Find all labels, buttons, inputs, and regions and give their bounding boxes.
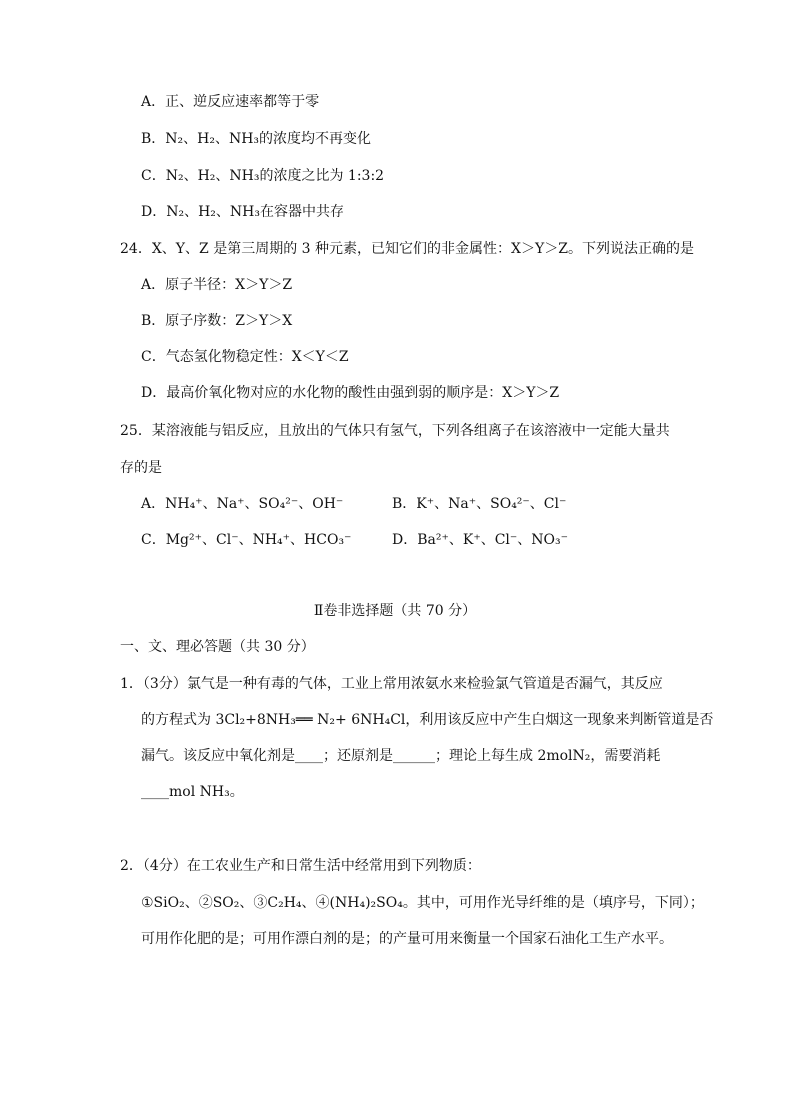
problem1-line3: 漏气。该反应中氧化剂是____；还原剂是______；理论上每生成 2molN₂，需要消耗 — [141, 748, 661, 764]
q24-option-c: C．气态氢化物稳定性：X＜Y＜Z — [141, 349, 349, 365]
q24-option-b: B．原子序数：Z＞Y＞X — [141, 313, 293, 329]
problem2-line3: 可用作化肥的是；可用作漂白剂的是；的产量可用来衡量一个国家石油化工生产水平。 — [141, 931, 673, 947]
q23-option-d: D．N₂、H₂、NH₃在容器中共存 — [141, 204, 344, 220]
problem1-line1: 1．（3分）氯气是一种有毒的气体，工业上常用浓氨水来检验氯气管道是否漏气，其反应 — [120, 676, 663, 692]
problem2-line1: 2．（4分）在工农业生产和日常生活中经常用到下列物质： — [120, 858, 481, 874]
q25-stem-line1: 25．某溶液能与铝反应，且放出的气体只有氢气，下列各组离子在该溶液中一定能大量共 — [120, 423, 670, 439]
problem2-line2: ①SiO₂、②SO₂、③C₂H₄、④(NH₄)₂SO₄。其中，可用作光导纤维的是（填序号，下同）； — [141, 895, 704, 911]
q23-option-a: A．正、逆反应速率都等于零 — [141, 94, 320, 110]
problem1-line4: ____mol NH₃。 — [141, 784, 244, 800]
q24-stem: 24．X、Y、Z 是第三周期的 3 种元素，已知它们的非金属性：X＞Y＞Z。下列说法正确的是 — [120, 241, 694, 257]
q25-option-a: A．NH₄⁺、Na⁺、SO₄²⁻、OH⁻ — [141, 496, 344, 512]
problem1-line2: 的方程式为 3Cl₂+8NH₃══ N₂+ 6NH₄Cl，利用该反应中产生白烟这一现象来判断管道是否 — [141, 712, 714, 728]
q25-option-c: C．Mg²⁺、Cl⁻、NH₄⁺、HCO₃⁻ — [141, 532, 352, 548]
q24-option-a: A．原子半径：X＞Y＞Z — [141, 277, 293, 293]
q25-option-d: D．Ba²⁺、K⁺、Cl⁻、NO₃⁻ — [392, 532, 569, 548]
q25-option-b: B．K⁺、Na⁺、SO₄²⁻、Cl⁻ — [392, 496, 567, 512]
q23-option-b: B．N₂、H₂、NH₃的浓度均不再变化 — [141, 131, 372, 147]
section-title: Ⅱ卷非选择题（共 70 分） — [313, 603, 477, 619]
q23-option-c: C．N₂、H₂、NH₃的浓度之比为 1:3:2 — [141, 168, 385, 184]
q25-stem-line2: 存的是 — [120, 460, 162, 476]
q24-option-d: D．最高价氧化物对应的水化物的酸性由强到弱的顺序是：X＞Y＞Z — [141, 385, 560, 401]
part1-heading: 一、文、理必答题（共 30 分） — [120, 639, 315, 655]
